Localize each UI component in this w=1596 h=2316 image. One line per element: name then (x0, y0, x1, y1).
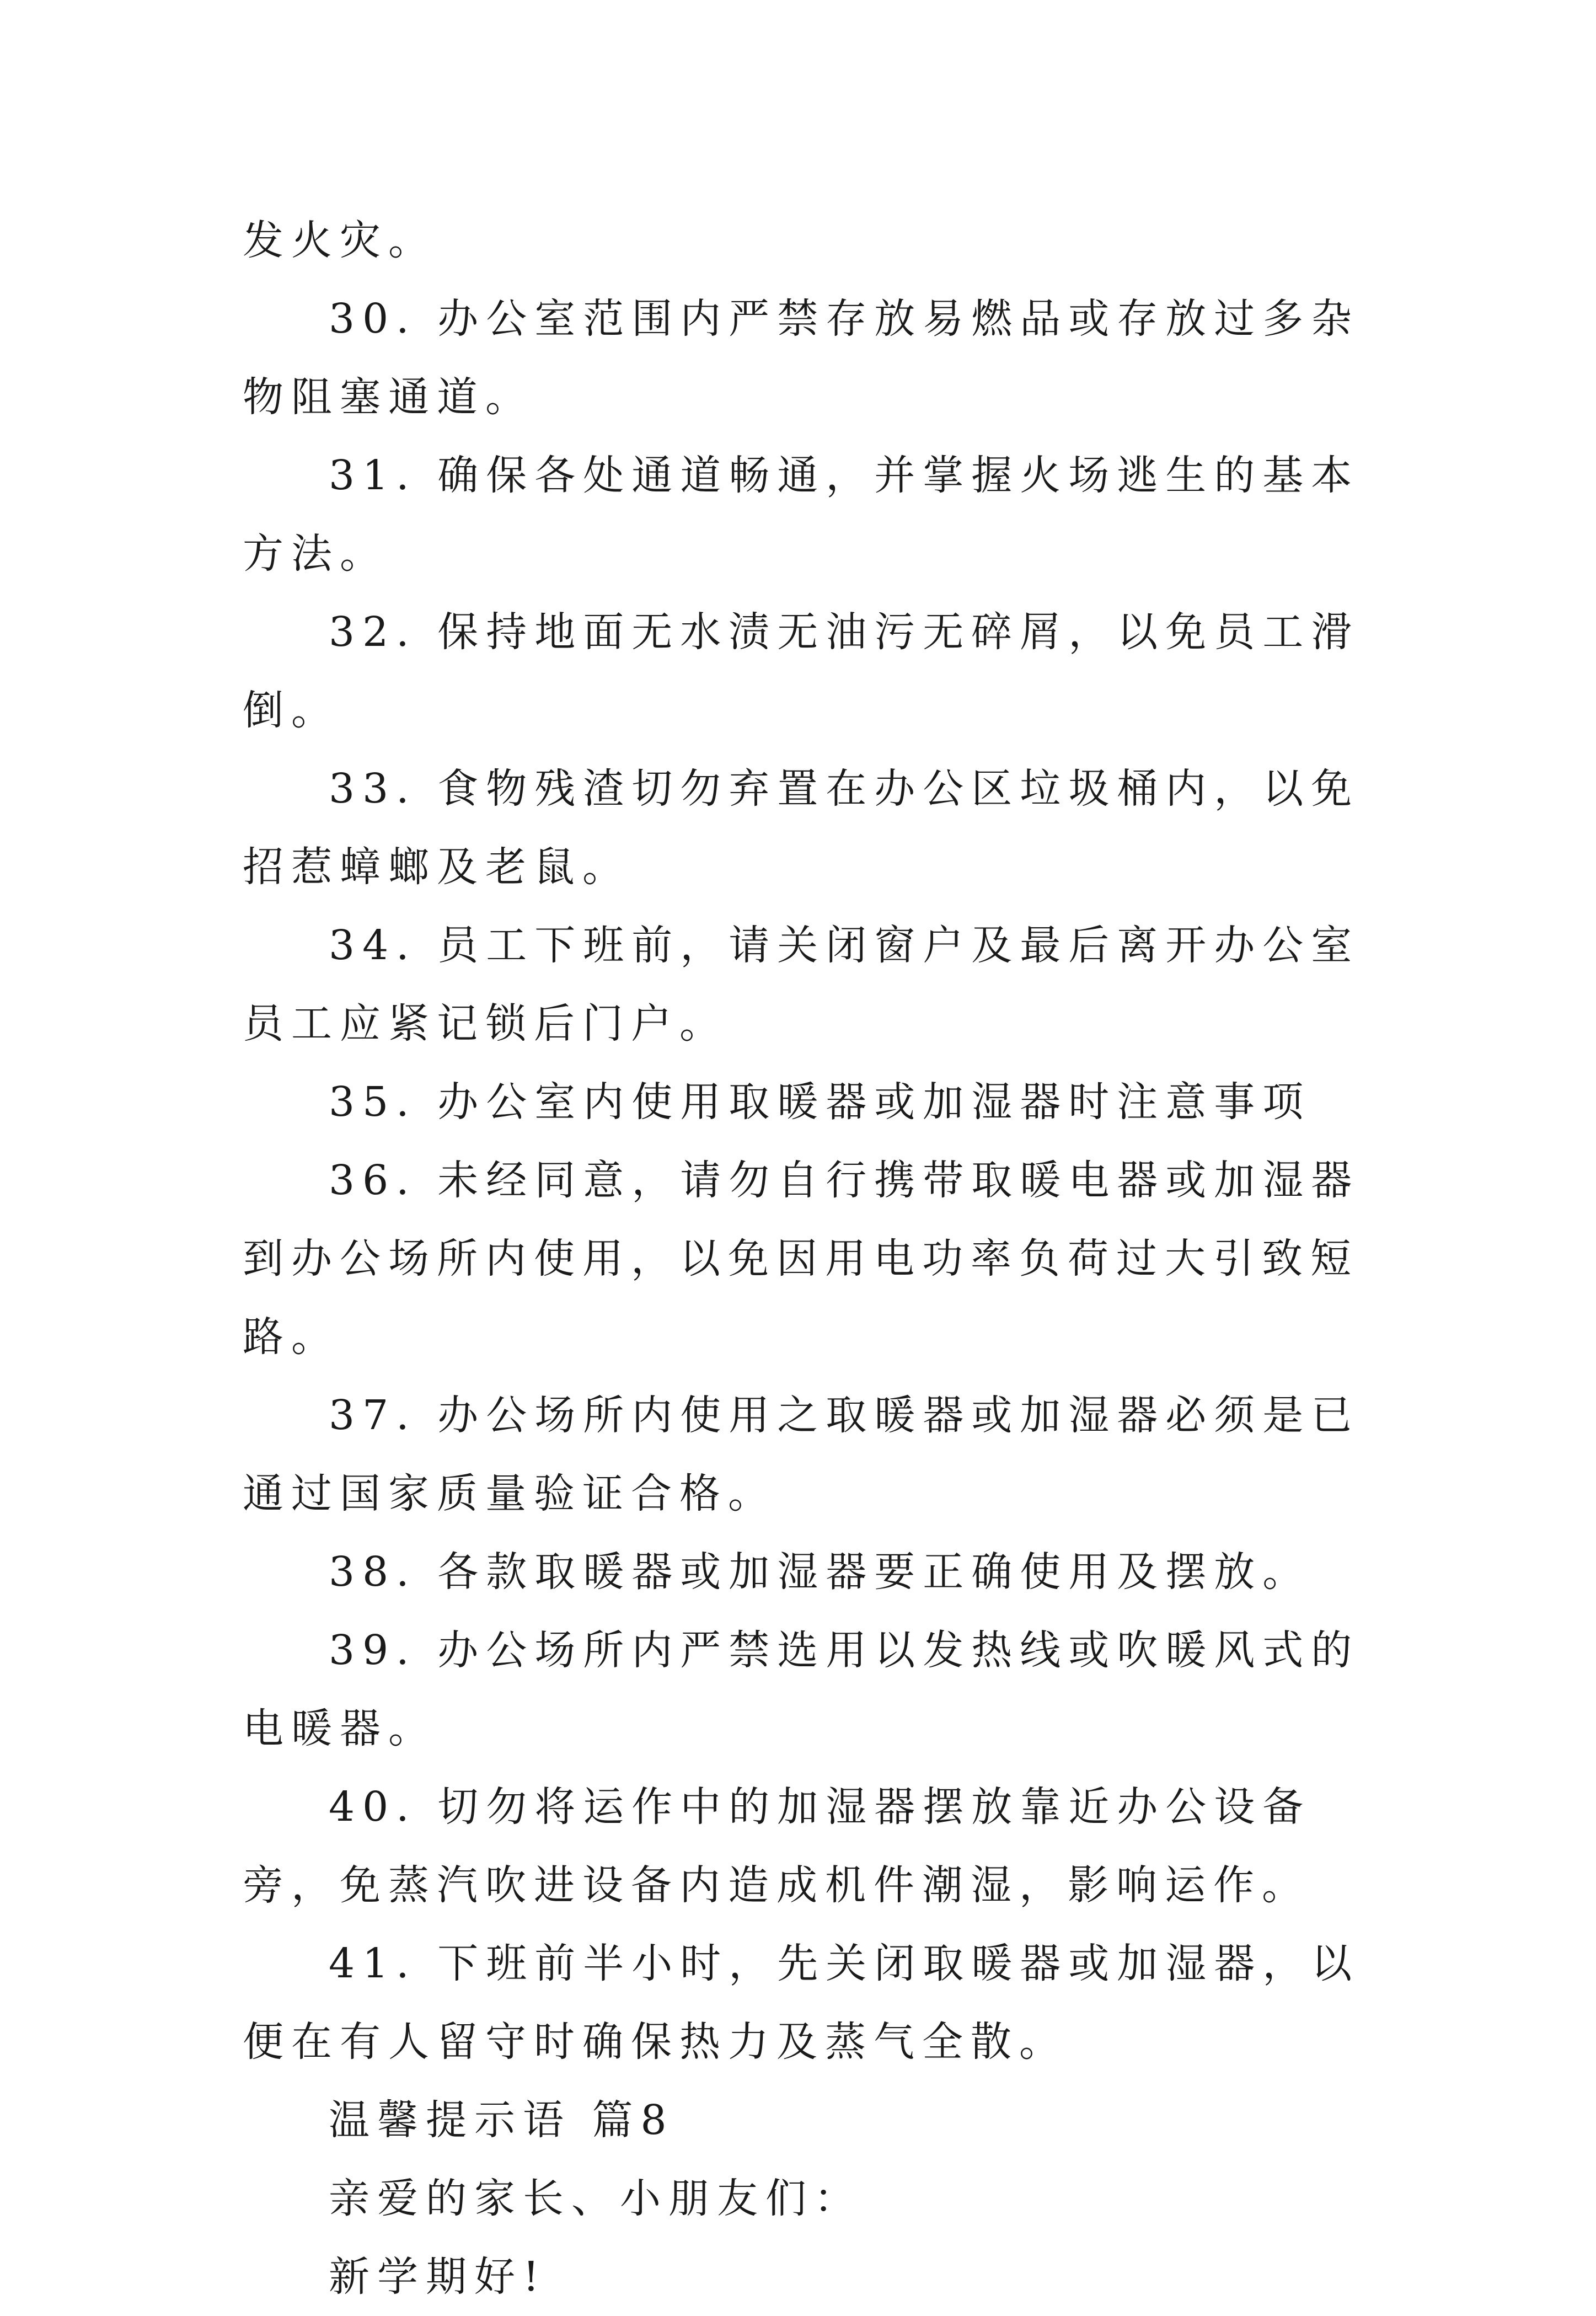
paragraph-item-35: 35. 办公室内使用取暖器或加湿器时注意事项 (329, 1078, 1311, 1126)
paragraph-item-38: 38. 各款取暖器或加湿器要正确使用及摆放。 (329, 1548, 1311, 1596)
paragraph-item-33: 33. 食物残渣切勿弃置在办公区垃圾桶内，以免招惹蟑螂及老鼠。 (243, 765, 1360, 891)
greeting-message: 新学期好! (329, 2253, 547, 2301)
paragraph-item-36: 36. 未经同意，请勿自行携带取暖电器或加湿器到办公场所内使用，以免因用电功率负荷过大引致短路。 (243, 1157, 1360, 1361)
paragraph-item-37: 37. 办公场所内使用之取暖器或加湿器必须是已通过国家质量验证合格。 (243, 1392, 1360, 1517)
section-heading: 温馨提示语 篇8 (329, 2096, 674, 2144)
paragraph-item-32: 32. 保持地面无水渍无油污无碎屑，以免员工滑倒。 (243, 608, 1360, 734)
greeting-line: 亲爱的家长、小朋友们： (329, 2175, 863, 2222)
paragraph-item-41: 41. 下班前半小时，先关闭取暖器或加湿器，以便在有人留守时确保热力及蒸气全散。 (243, 1940, 1360, 2066)
paragraph-item-31: 31. 确保各处通道畅通，并掌握火场逃生的基本方法。 (243, 452, 1360, 577)
document-body (243, 201, 1379, 2316)
paragraph-item-34: 34. 员工下班前，请关闭窗户及最后离开办公室员工应紧记锁后门户。 (243, 922, 1360, 1047)
paragraph-item-40: 40. 切勿将运作中的加湿器摆放靠近办公设备旁，免蒸汽吹进设备内造成机件潮湿，影响运作。 (243, 1783, 1311, 1909)
paragraph-continuation: 发火灾。 (243, 217, 437, 264)
paragraph-item-39: 39. 办公场所内严禁选用以发热线或吹暖风式的电暖器。 (243, 1627, 1360, 1752)
paragraph-item-30: 30. 办公室范围内严禁存放易燃品或存放过多杂物阻塞通道。 (243, 295, 1360, 421)
